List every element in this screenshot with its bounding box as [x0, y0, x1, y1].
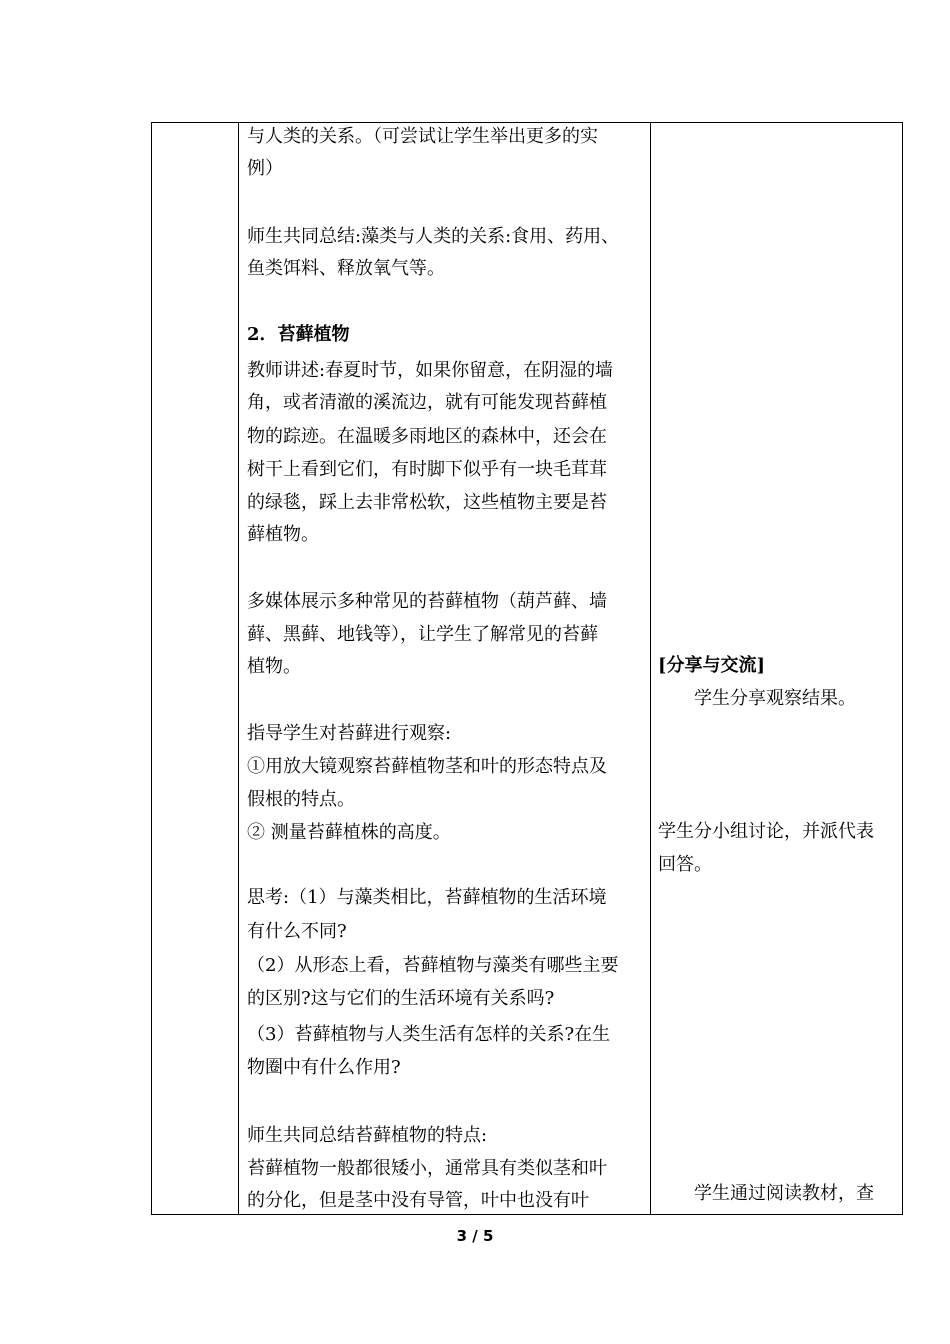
text-line: 学生分享观察结果。	[694, 688, 856, 709]
text-line: 植物。	[247, 656, 301, 677]
text-line: 学生通过阅读教材，查	[694, 1183, 874, 1204]
text-line: 与人类的关系。（可尝试让学生举出更多的实	[247, 126, 598, 147]
text-line: 多媒体展示多种常见的苔藓植物（葫芦藓、墙	[247, 591, 607, 612]
page-number: 3 / 5	[456, 1227, 494, 1245]
text-line: 树干上看到它们，有时脚下似乎有一块毛茸茸	[247, 459, 607, 480]
text-line: （3）苔藓植物与人类生活有怎样的关系?在生	[247, 1024, 611, 1045]
section-heading: 2．苔藓植物	[247, 324, 350, 345]
text-line: 回答。	[658, 854, 712, 875]
text-line: 的绿毯，踩上去非常松软，这些植物主要是苔	[247, 492, 607, 513]
text-line: ①用放大镜观察苔藓植物茎和叶的形态特点及	[247, 756, 607, 777]
column-divider-1	[238, 123, 239, 1214]
text-line: 物圈中有什么作用?	[247, 1057, 401, 1078]
section-heading: [分享与交流]	[658, 655, 766, 676]
text-line: 的区别?这与它们的生活环境有关系吗?	[247, 988, 555, 1009]
text-line: 物的踪迹。在温暖多雨地区的森林中，还会在	[247, 426, 607, 447]
text-line: 教师讲述:春夏时节，如果你留意，在阴湿的墙	[247, 360, 614, 381]
text-line: 角，或者清澈的溪流边，就有可能发现苔藓植	[247, 392, 607, 413]
text-line: （2）从形态上看，苔藓植物与藻类有哪些主要	[247, 955, 619, 976]
text-line: 例）	[247, 158, 283, 179]
text-line: 藓、黑藓、地钱等），让学生了解常见的苔藓	[247, 624, 598, 645]
text-line: 的分化，但是茎中没有导管，叶中也没有叶	[247, 1190, 589, 1211]
text-line: 假根的特点。	[247, 789, 355, 810]
text-line: 学生分小组讨论，并派代表	[658, 821, 874, 842]
text-line: 师生共同总结:藻类与人类的关系:食用、药用、	[247, 226, 620, 247]
text-line: 藓植物。	[247, 524, 319, 545]
column-divider-2	[650, 123, 651, 1214]
text-line: 有什么不同?	[247, 921, 347, 942]
text-line: 思考:（1）与藻类相比，苔藓植物的生活环境	[247, 887, 607, 908]
text-line: 鱼类饵料、释放氧气等。	[247, 258, 445, 279]
text-line: 师生共同总结苔藓植物的特点:	[247, 1125, 488, 1146]
text-line: ② 测量苔藓植株的高度。	[247, 822, 451, 843]
text-line: 指导学生对苔藓进行观察:	[247, 723, 452, 744]
text-line: 苔藓植物一般都很矮小，通常具有类似茎和叶	[247, 1158, 607, 1179]
lesson-table	[151, 122, 903, 1215]
